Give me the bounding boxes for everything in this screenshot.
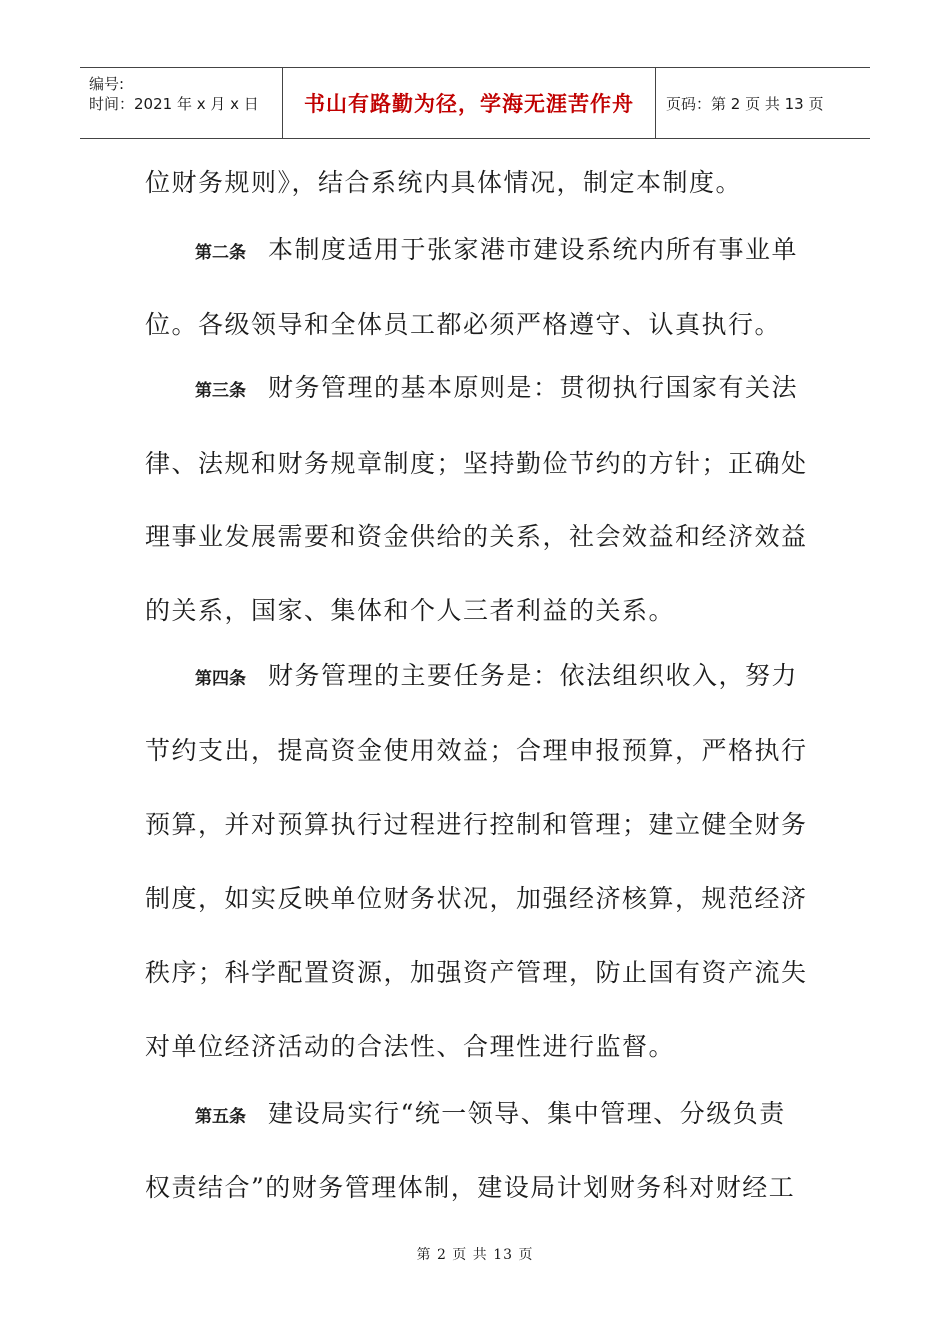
time-label: 时间：2021 年 x 月 x 日 [89,95,259,113]
article-2-label: 第二条 [195,243,246,263]
article-5-line-2: 权责结合”的财务管理体制，建设局计划财务科对财经工 [145,1173,796,1202]
header-motto-cell [282,68,656,138]
article-4-label: 第四条 [195,669,246,689]
motto: 书山有路勤为径，学海无涯苦作舟 [304,92,634,116]
header-info [80,68,282,138]
article-4-line-4: 制度，如实反映单位财务状况，加强经济核算，规范经济 [145,884,808,913]
article-4-line-5: 秩序；科学配置资源，加强资产管理，防止国有资产流失 [145,958,808,987]
article-2-line-2: 位。各级领导和全体员工都必须严格遵守、认真执行。 [145,310,782,339]
article-3-label: 第三条 [195,381,246,401]
article-4-line-6: 对单位经济活动的合法性、合理性进行监督。 [145,1032,676,1061]
article-4-line-1: 第四条 财务管理的主要任务是：依法组织收入，努力 [195,661,799,690]
page-header [80,67,870,139]
article-2-line-1: 第二条 本制度适用于张家港市建设系统内所有事业单 [195,235,799,264]
article-5-line-1: 第五条 建设局实行“统一领导、集中管理、分级负责 [195,1099,786,1128]
article-3-line-2: 律、法规和财务规章制度；坚持勤俭节约的方针；正确处 [145,449,808,478]
article-3-line-4: 的关系，国家、集体和个人三者利益的关系。 [145,596,676,625]
article-5-label: 第五条 [195,1107,246,1127]
page-footer: 第 2 页 共 13 页 [416,1247,534,1263]
article-3-line-1: 第三条 财务管理的基本原则是：贯彻执行国家有关法 [195,373,799,402]
header-page-code-cell [656,68,870,138]
article-4-line-3: 预算，并对预算执行过程进行控制和管理；建立健全财务 [145,810,808,839]
article-3-line-3: 理事业发展需要和资金供给的关系，社会效益和经济效益 [145,522,808,551]
page-code: 页码：第 2 页 共 13 页 [666,94,824,113]
number-label: 编号: [89,75,125,93]
article-4-line-2: 节约支出，提高资金使用效益；合理申报预算，严格执行 [145,736,808,765]
body-line: 位财务规则》，结合系统内具体情况，制定本制度。 [145,168,743,197]
